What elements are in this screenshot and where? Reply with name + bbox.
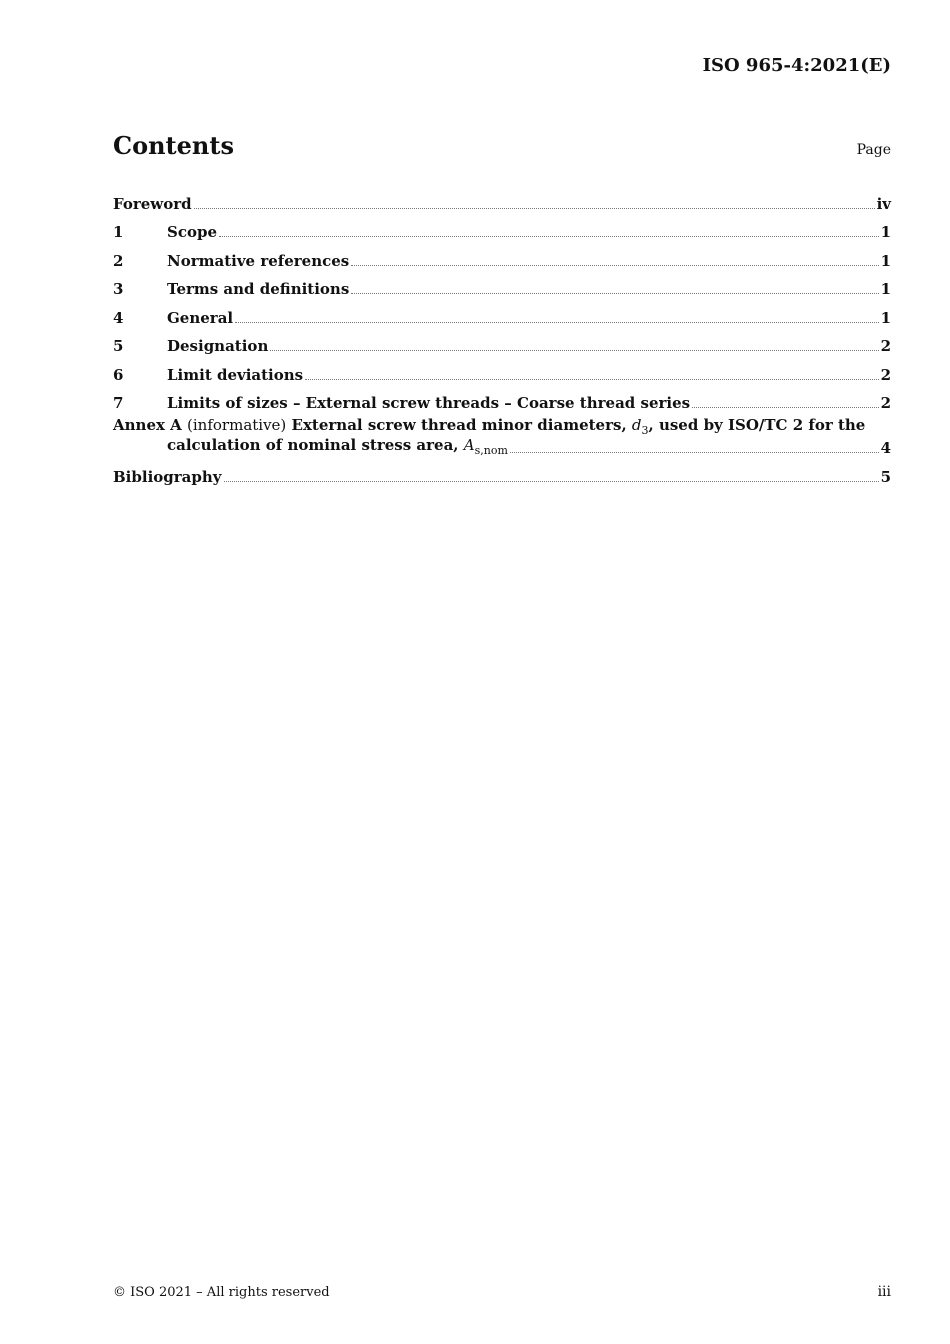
toc-entry-limit-deviations[interactable]: [113, 355, 891, 384]
toc-leader: [194, 208, 875, 209]
table-of-contents: [113, 184, 891, 486]
footer-page-number: iii: [877, 1284, 891, 1300]
toc-entry-number: 7: [113, 394, 124, 412]
annex-title-part-2: , used by ISO/TC 2 for the: [648, 416, 866, 434]
toc-leader: [235, 322, 878, 323]
toc-entry-page: 2: [880, 394, 891, 412]
toc-leader: [305, 379, 878, 380]
toc-entry-page: 1: [880, 308, 891, 327]
toc-entry-number: 6: [113, 365, 124, 384]
toc-entry-title: Foreword: [113, 194, 192, 213]
annex-symbol-a-subscript: s,nom: [474, 444, 508, 457]
toc-entry-page: 2: [880, 337, 891, 355]
toc-entry-normative-references[interactable]: [113, 241, 891, 270]
annex-symbol-d-subscript: 3: [641, 424, 649, 437]
toc-entry-number: 2: [113, 251, 124, 270]
contents-heading: Contents: [113, 131, 234, 160]
toc-entry-title: Limits of sizes – External screw threads – Coarse thread series: [167, 394, 691, 412]
toc-entry-foreword[interactable]: [113, 184, 891, 213]
footer-copyright: © ISO 2021 – All rights reserved: [113, 1285, 330, 1300]
annex-label: Annex A: [113, 416, 182, 434]
toc-leader: [692, 407, 878, 408]
annex-symbol-d: d: [631, 416, 642, 434]
toc-entry-page: 4: [880, 439, 891, 457]
toc-entry-limits-of-sizes[interactable]: [113, 384, 891, 413]
toc-entry-title: Bibliography: [113, 467, 222, 486]
toc-entry-terms-and-definitions[interactable]: [113, 270, 891, 299]
toc-leader: [270, 350, 878, 351]
toc-entry-title: Limit deviations: [167, 365, 304, 384]
toc-entry-page: iv: [876, 194, 891, 213]
toc-leader: [219, 236, 879, 237]
toc-entry-title: Designation: [167, 337, 269, 355]
annex-symbol-a: A: [463, 436, 475, 454]
toc-entry-title: Normative references: [167, 251, 350, 270]
toc-entry-bibliography[interactable]: [113, 457, 891, 486]
toc-leader: [351, 293, 878, 294]
annex-title-part-3-group: [167, 436, 508, 457]
page-column-label: Page: [856, 142, 891, 158]
toc-entry-number: 4: [113, 308, 124, 327]
toc-entry-title: Terms and definitions: [167, 280, 350, 298]
document-id: ISO 965-4:2021(E): [702, 55, 891, 76]
toc-entry-page: 5: [880, 467, 891, 486]
toc-entry-page: 1: [880, 223, 891, 241]
annex-qualifier: (informative): [187, 416, 287, 434]
toc-entry-page: 1: [880, 251, 891, 270]
annex-title-line-2: [113, 435, 891, 457]
toc-entry-page: 1: [880, 280, 891, 298]
toc-leader: [224, 481, 879, 482]
annex-title-part-3: calculation of nominal stress area,: [167, 436, 459, 454]
toc-leader: [510, 452, 879, 453]
annex-title-line-1: [113, 416, 891, 435]
toc-entry-title: Scope: [167, 223, 218, 241]
toc-entry-designation[interactable]: [113, 327, 891, 356]
toc-entry-scope[interactable]: [113, 213, 891, 242]
toc-leader: [351, 265, 878, 266]
toc-entry-annex-a[interactable]: [113, 412, 891, 457]
toc-entry-number: 5: [113, 337, 124, 355]
toc-entry-number: 1: [113, 223, 124, 241]
toc-entry-page: 2: [880, 365, 891, 384]
toc-entry-title: General: [167, 308, 234, 327]
toc-entry-general[interactable]: [113, 298, 891, 327]
annex-title-part-1: External screw thread minor diameters,: [291, 416, 627, 434]
toc-entry-number: 3: [113, 280, 124, 298]
